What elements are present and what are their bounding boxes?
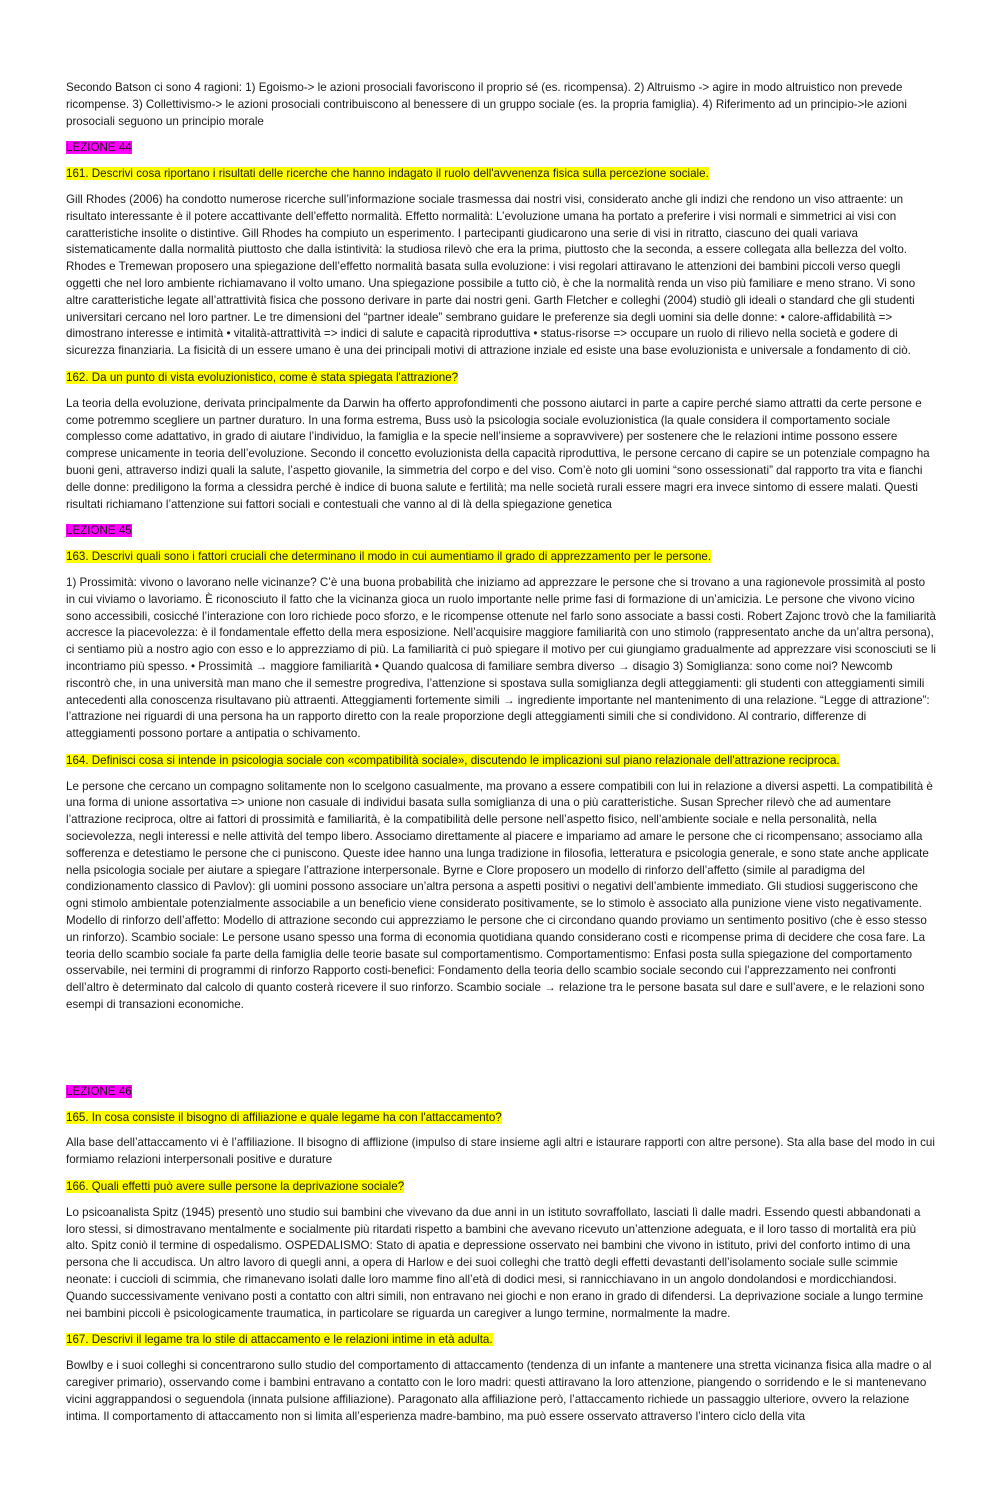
answer-167: Bowlby e i suoi colleghi si concentrarono sullo studio del comportamento di attaccamento (tendenza di un infante a mantenere una stretta vicinanza fisica alla madre o al caregiver primario), osservando come i bambini entravano a contatto con le loro madri: questi attiravano la loro attenzione, piangendo o sorridendo e le si mantenevano vicini aggrappandosi o seguendola (innata pulsione affiliazione). Paragonato alla affiliazione però, l’attaccamento richiede un passaggio ulteriore, ovvero la relazione intima. Il comportamento di attaccamento non si limita all’esperienza madre-bambino, ma può essere osservato attraverso l’intero ciclo della vita — [66, 1359, 932, 1423]
answer-166: Lo psicoanalista Spitz (1945) presentò uno studio sui bambini che vivevano da due anni in un istituto sovraffollato, lasciati lì dalle madri. Essendo questi abbandonati a loro stessi, si dimostravano mentalmente e socialmente più ritardati rispetto a bambini che avevano ricevuto un’attenzione adeguata, e il loro tasso di mortalità era più alto. Spitz coniò il termine di ospedalismo. OSPEDALISMO: Stato di apatia e depressione osservato nei bambini che vivono in istituto, privi del conforto intimo di una persona che li accudisca. Un altro lavoro di quegli anni, a opera di Harlow e dei suoi colleghi che trattò degli effetti devastanti dell’isolamento sociale sulle scimmie neonate: i cuccioli di scimmia, che rimanevano isolati dalle loro mamme fino all’età di dodici mesi, si rannicchiavano in un angolo dondolandosi e mordicchiandosi. Quando successivamente venivano posti a contatto con altri simili, non entravano nei giochi e non erano in grado di difendersi. La deprivazione sociale a lungo termine nei bambini piccoli è psicologicamente traumatica, in particolare se riguarda un caregiver a lungo termine, normalmente la madre. — [66, 1205, 924, 1320]
answer-164: Le persone che cercano un compagno solitamente non lo scelgono casualmente, ma provano a essere compatibili con lui in relazione a diversi aspetti. La compatibilità è una forma di unione assortativa => unione non casuale di individui basata sulla somiglianza di una o più caratteristiche. Susan Sprecher rilevò che ad aumentare l’attrazione reciproca, oltre ai fattori di prossimità e familiarità, è la compatibilità delle persone nell’aspetto fisico, nell’ambiente sociale e nella personalità, nella socievolezza, negli interessi e nelle attività del tempo libero. Associamo direttamente al piacere e impariamo ad amare le persone che ci ricompensano; associamo alla sofferenza e detestiamo le persone che ci puniscono. Queste idee hanno una lunga tradizione in filosofia, letteratura e psicologia generale, e sono state anche applicate nella psicologia sociale per aiutare a spiegare l’attrazione interpersonale. Byrne e Clore proposero un modello di rinforzo dell’affetto (simile al paradigma del condizionamento classico di Pavlov): gli uomini possono associare un’altra persona a aspetti positivi o negativi dell’ambiente immediato. Gli studiosi suggeriscono che ogni stimolo ambientale potenzialmente associabile a un beneficio viene considerato positivamente, se lo stimolo è associato alla punizione viene visto negativamente. Modello di rinforzo dell’affetto: Modello di attrazione secondo cui apprezziamo le persone che ci circondano quando proviamo un sentimento positivo (che è esso stesso un rinforzo). Scambio sociale: Le persone usano spesso una forma di economia quotidiana quando considerano costi e ricompense prima di decidere che cosa fare. La teoria dello scambio sociale fa parte della famiglia delle teorie basate sul comportamentismo. Comportamentismo: Enfasi posta sulla spiegazione del comportamento osservabile, nei termini di programmi di rinforzo Rapporto costi-benefici: Fondamento della teoria dello scambio sociale secondo cui l’apprezzamento nei confronti dell’altro è determinato dal calcolo di quanto costerà ricevere il suo rinforzo. Scambio sociale → relazione tra le persone basata sul dare e sull’avere, e le relazioni sono esempi di transazioni economiche. — [66, 779, 933, 1012]
question-165 — [66, 1110, 936, 1127]
question-text: 163. Descrivi quali sono i fattori cruciali che determinano il modo in cui aumentiamo il grado di apprezzamento per le persone. — [66, 550, 712, 564]
question-text: 165. In cosa consiste il bisogno di affiliazione e quale legame ha con l'attaccamento? — [66, 1110, 502, 1124]
question-166 — [66, 1179, 936, 1196]
question-162 — [66, 370, 936, 387]
question-164 — [66, 753, 936, 770]
question-161 — [66, 166, 936, 183]
document-page — [66, 80, 936, 1435]
lesson-heading-46 — [66, 1084, 936, 1101]
lesson-label: LEZIONE 46 — [66, 1084, 132, 1098]
answer-165: Alla base dell’attaccamento vi è l’affiliazione. Il bisogno di afflizione (impulso di stare insieme agli altri e istaurare rapporti con altre persone). Sta alla base del modo in cui formiamo relazioni interpersonali positive e durature — [66, 1136, 935, 1167]
answer-163: 1) Prossimità: vivono o lavorano nelle vicinanze? C’è una buona probabilità che iniziamo ad apprezzare le persone che si trovano a una ragionevole prossimità al posto in cui viviamo o lavoriamo. È riconosciuto il fatto che la vicinanza gioca un ruolo importante nelle prime fasi di formazione di un’amicizia. Le persone che vivono vicino sono accessibili, cosicché l’interazione con loro richiede poco sforzo, e le ricompense ottenute nel farlo sono associate a bassi costi. Robert Zajonc trovò che la familiarità accresce la piacevolezza: è il fondamentale effetto della mera esposizione. Nell’acquisire maggiore familiarità con uno stimolo (rappresentato anche da un’altra persona), ci sentiamo più a nostro agio con esso e lo apprezziamo di più. La familiarità ci può spiegare il motivo per cui giungiamo gradualmente ad apprezzare visi sconosciuti se li incontriamo più spesso. • Prossimità → maggiore familiarità • Quando qualcosa di familiare sembra diverso → disagio 3) Somiglianza: sono come noi? Newcomb riscontrò che, in una università man mano che il semestre progrediva, l’attenzione si spostava sulla somiglianza degli atteggiamenti: gli studenti con atteggiamenti simili antecedenti alla conoscenza risultavano più attraenti. Atteggiamenti fortemente simili → ingrediente importante nel mantenimento di una relazione. “Legge di attrazione”: l’attrazione nei riguardi di una persona ha un rapporto diretto con la reale proporzione degli atteggiamenti simili che si condividono. Al contrario, differenze di atteggiamenti possono portare a antipatia o schivamento. — [66, 575, 936, 741]
question-text: 161. Descrivi cosa riportano i risultati delle ricerche che hanno indagato il ruolo dell'avvenenza fisica sulla percezione sociale. — [66, 167, 709, 181]
question-text: 166. Quali effetti può avere sulle persone la deprivazione sociale? — [66, 1180, 405, 1194]
section-spacer — [66, 1024, 936, 1084]
question-text: 167. Descrivi il legame tra lo stile di attaccamento e le relazioni intime in età adulta. — [66, 1333, 493, 1347]
intro-paragraph: Secondo Batson ci sono 4 ragioni: 1) Egoismo-> le azioni prosociali favoriscono il proprio sé (es. ricompensa). 2) Altruismo -> agire in modo altruistico non prevede ricompense. 3) Collettivismo-> le azioni prosociali contribuiscono al benessere di un gruppo sociale (es. la propria famiglia). 4) Riferimento ad un principio->le azioni prosociali seguono un principio morale — [66, 81, 907, 128]
question-167 — [66, 1332, 936, 1349]
lesson-heading-45 — [66, 523, 936, 540]
lesson-label: LEZIONE 44 — [66, 141, 132, 155]
lesson-heading-44 — [66, 140, 936, 157]
answer-162: La teoria della evoluzione, derivata principalmente da Darwin ha offerto approfondimenti che possono aiutarci in parte a capire perché siamo attratti da certe persone e come potremmo scegliere un partner duraturo. In una forma estrema, Buss usò la psicologia sociale evoluzionistica (la quale considera il comportamento sociale complesso come adattativo, in grado di aiutare l’individuo, la famiglia e la specie nell’insieme a sopravvivere) per sostenere che le relazioni intime possono essere comprese unicamente in teoria dell’evoluzione. Secondo il concetto evoluzionista della capacità riproduttiva, le persone cercano di capire se un potenziale compagno ha buoni geni, attraverso indizi quali la salute, l’aspetto giovanile, la simmetria del corpo e del viso. Com’è noto gli uomini “sono ossessionati” dal rapporto tra vita e fianchi delle donne: prediligono la forma a clessidra perché è indice di buona salute e fertilità; ma nelle società rurali essere magri era invece sintomo di essere malati. Questi risultati richiamano l’attenzione sui fattori sociali e contestuali che vanno al di là della spiegazione genetica — [66, 396, 930, 511]
lesson-label: LEZIONE 45 — [66, 524, 132, 538]
question-text: 162. Da un punto di vista evoluzionistico, come è stata spiegata l'attrazione? — [66, 370, 459, 384]
answer-161: Gill Rhodes (2006) ha condotto numerose ricerche sull’informazione sociale trasmessa dai nostri visi, considerato anche gli indizi che rendono un viso attraente: un risultato interessante è il potere accattivante dell’effetto normalità. Effetto normalità: L’evoluzione umana ha portato a preferire i visi normali e simmetrici ai visi con caratteristiche insolite o distintive. Gill Rhodes ha compiuto un esperimento. I partecipanti giudicarono una serie di visi in ritratto, ciascuno dei quali variava sistematicamente dalla normalità piuttosto che dalla istintività: la studiosa rilevò che era la prima, piuttosto che la seconda, a essere collegata alla bellezza del volto. Rhodes e Tremewan proposero una spiegazione dell’effetto normalità basata sulla evoluzione: i visi regolari attiravano le attenzioni dei bambini piccoli verso quegli oggetti che nel loro ambiente richiamavano il volto umano. Una spiegazione possibile a tutto ciò, è che la normalità renda un viso più familiare e meno strano. Vi sono altre caratteristiche legate all’attrattività fisica che possono derivare in parte dai nostri geni. Garth Fletcher e colleghi (2004) studiò gli ideali o standard che gli studenti universitari cercano nel loro partner. Le tre dimensioni del “partner ideale” sembrano guidare le preferenze sia degli uomini sia delle donne: • calore-affidabilità => dimostrano interesse e intimità • vitalità-attrattività => indici di salute e capacità riproduttiva • status-risorse => occupare un ruolo di rilievo nella società e godere di sicurezza finanziaria. La fisicità di un essere umano è una dei principali motivi di attrazione inziale ed esiste una base evoluzionista e universale a fondamento di ciò. — [66, 192, 916, 358]
question-text: 164. Definisci cosa si intende in psicologia sociale con «compatibilità sociale», discutendo le implicazioni sul piano relazionale dell'attrazione reciproca. — [66, 753, 840, 767]
question-163 — [66, 549, 936, 566]
